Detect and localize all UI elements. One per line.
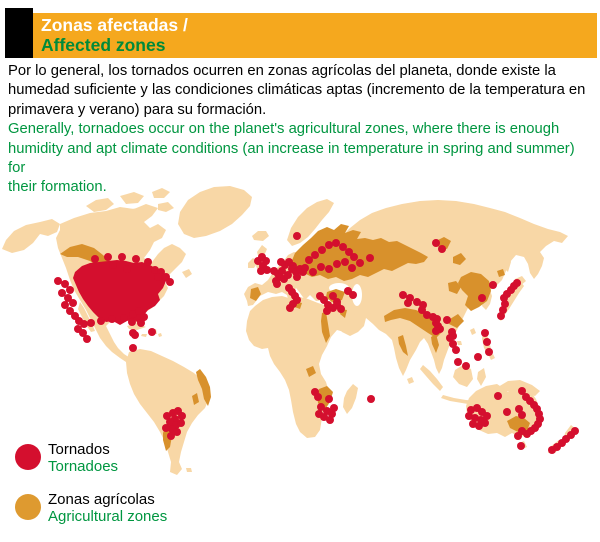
tornado-dot xyxy=(317,263,325,271)
tornado-dot xyxy=(318,246,326,254)
falkland-islands xyxy=(186,468,192,472)
tornado-dot xyxy=(97,317,105,325)
tornado-dot xyxy=(69,299,77,307)
tornado-dot xyxy=(452,346,460,354)
africa xyxy=(246,296,357,438)
tornado-dot xyxy=(330,404,338,412)
tornado-dot xyxy=(132,255,140,263)
tornado-dot xyxy=(474,353,482,361)
tornado-dot xyxy=(454,358,462,366)
south-america xyxy=(126,349,209,475)
tornado-dot xyxy=(348,264,356,272)
tornado-dot xyxy=(301,264,309,272)
tornado-dot xyxy=(129,344,137,352)
tornado-dot xyxy=(483,412,491,420)
tornado-dot xyxy=(514,432,522,440)
world-map xyxy=(0,170,600,482)
tornado-dot xyxy=(443,316,451,324)
intro-spanish-line: Por lo general, los tornados ocurren en zonas agrícolas del planeta, donde existe la xyxy=(8,63,556,79)
tornado-dot xyxy=(166,278,174,286)
tornado-dot xyxy=(481,329,489,337)
newfoundland xyxy=(182,269,192,278)
tornado-dot xyxy=(329,292,337,300)
tornado-dot xyxy=(314,393,322,401)
page-title-english: Affected zones xyxy=(41,35,166,55)
tornado-dot xyxy=(325,395,333,403)
tornado-dot xyxy=(293,232,301,240)
tornado-dot xyxy=(167,432,175,440)
intro-english-line: their formation. xyxy=(8,179,107,196)
intro-spanish-line: humedad suficiente y las condiciones climáticas aptas (incremento de la temperatura en xyxy=(8,82,586,99)
tornado-dot xyxy=(367,395,375,403)
intro-english-line: Generally, tornadoes occur on the planet's agricultural zones, where there is enough xyxy=(8,121,560,138)
tornado-dot xyxy=(286,304,294,312)
tornado-dot xyxy=(356,259,364,267)
legend-label-zonas-agricolas-es: Zonas agrícolas xyxy=(48,491,155,508)
tornado-dot xyxy=(332,239,340,247)
tornado-dot xyxy=(478,294,486,302)
tornado-dot xyxy=(432,239,440,247)
tornado-dot xyxy=(109,261,117,269)
tornado-dot xyxy=(432,327,440,335)
tornado-dot xyxy=(333,260,341,268)
legend-label-tornados-es: Tornados xyxy=(48,441,110,458)
tornado-dot xyxy=(178,412,186,420)
header-black-block xyxy=(5,8,33,58)
tornado-dot xyxy=(481,419,489,427)
tornado-dot xyxy=(154,273,162,281)
tornado-dot xyxy=(128,318,136,326)
tornado-dot xyxy=(323,307,331,315)
tornado-dot xyxy=(503,408,511,416)
tornado-dot xyxy=(518,411,526,419)
intro-english-line: humidity and apt climate conditions (an increase in temperature in spring and summer) for xyxy=(8,140,575,177)
hainan xyxy=(457,341,462,345)
tornado-dot xyxy=(366,254,374,262)
tornado-dot xyxy=(144,258,152,266)
tornado-dot xyxy=(462,362,470,370)
tornado-dot xyxy=(309,268,317,276)
tornado-dot xyxy=(66,286,74,294)
tornado-dot xyxy=(118,253,126,261)
tornado-dot xyxy=(120,314,128,322)
taiwan xyxy=(470,328,476,335)
tornado-dot xyxy=(162,424,170,432)
tornado-dot xyxy=(341,258,349,266)
page-title-spanish: Zonas afectadas / xyxy=(41,15,188,35)
tornado-swatch-circle xyxy=(15,444,41,470)
tornado-dot xyxy=(404,299,412,307)
greenland xyxy=(178,186,252,238)
tornado-dot xyxy=(104,253,112,261)
tornado-dot xyxy=(399,291,407,299)
tornado-dot xyxy=(87,319,95,327)
tornado-dot xyxy=(513,279,521,287)
page-title xyxy=(41,15,188,55)
continent-alaska xyxy=(2,219,60,253)
iceland xyxy=(252,231,269,241)
tornado-dot xyxy=(91,255,99,263)
tornado-dot xyxy=(325,241,333,249)
tornado-dot xyxy=(273,280,281,288)
tornado-dot xyxy=(571,427,579,435)
legend-label-tornadoes-en: Tornadoes xyxy=(48,458,119,475)
tornado-dot xyxy=(311,251,319,259)
tornado-dot xyxy=(485,348,493,356)
sulawesi xyxy=(477,368,486,386)
tornado-dot xyxy=(350,253,358,261)
tornado-dot xyxy=(257,267,265,275)
tornado-dot xyxy=(438,245,446,253)
tornado-dot xyxy=(108,315,116,323)
tornado-dot xyxy=(137,319,145,327)
tornado-dot xyxy=(517,442,525,450)
sri-lanka xyxy=(407,377,414,384)
tornado-dot xyxy=(123,265,131,273)
tornado-dot xyxy=(131,331,139,339)
tornado-dot xyxy=(293,273,301,281)
tornado-dot xyxy=(489,281,497,289)
tornado-dot xyxy=(337,305,345,313)
tornado-dot xyxy=(54,277,62,285)
tornado-dot xyxy=(483,338,491,346)
tornado-dot xyxy=(177,419,185,427)
landmasses xyxy=(2,186,576,475)
tornado-dot xyxy=(349,291,357,299)
agricultural-swatch-circle xyxy=(15,494,41,520)
tornado-dot xyxy=(326,416,334,424)
tornado-dot xyxy=(83,335,91,343)
tornado-dot xyxy=(494,392,502,400)
legend-label-agricultural-zones-en: Agricultural zones xyxy=(48,508,168,525)
tornado-dot xyxy=(325,265,333,273)
tornado-dot xyxy=(148,328,156,336)
madagascar xyxy=(343,384,358,414)
intro-spanish-line: primavera y verano) para su formación. xyxy=(8,101,267,118)
